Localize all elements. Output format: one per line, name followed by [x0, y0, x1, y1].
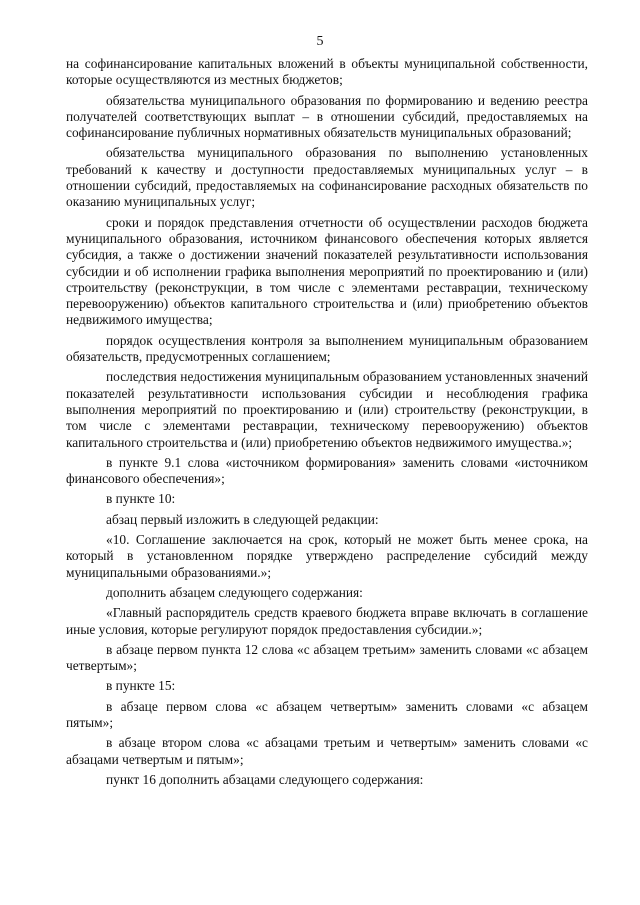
paragraph: последствия недостижения муниципальным образованием установленных значений показателей результативности использования субсидии и несоблюдения графика выполнения мероприятий по проектированию и (или) строительству (реконструкции, в том числе с элементами реставрации, техническому перевооружению) объектов капитального строительства и (или) приобретению объектов недвижимого имущества.»; — [66, 369, 588, 450]
paragraph: в абзаце втором слова «с абзацами третьим и четвертым» заменить словами «с абзацами четвертым и пятым»; — [66, 735, 588, 767]
paragraph: в пункте 15: — [106, 678, 176, 694]
paragraph: в абзаце первом пункта 12 слова «с абзацем третьим» заменить словами «с абзацем четвертым»; — [66, 641, 588, 674]
paragraph: сроки и порядок представления отчетности об осуществлении расходов бюджета муниципального образования, источником финансового обеспечения которых является субсидия, а также о достижении значений показателей результативности использования субсидии и об исполнении графика выполнения мероприятий по проектированию и (или) строительству (реконструкции, в том числе с элементами реставрации, техническому перевооружению) объектов капитального строительства и (или) приобретению объектов недвижимого имущества; — [66, 214, 588, 328]
paragraph: абзац первый изложить в следующей редакции: — [106, 511, 379, 527]
paragraph: обязательства муниципального образования по формированию и ведению реестра получателей соответствующих выплат – в отношении субсидий, предоставляемых на софинансирование публичных нормативных обязательств муниципальных образований; — [66, 92, 588, 141]
paragraph: на софинансирование капитальных вложений в объекты муниципальной собственности, которые осуществляются из местных бюджетов; — [66, 56, 588, 88]
paragraph: в абзаце первом слова «с абзацем четвертым» заменить словами «с абзацем пятым»; — [66, 698, 588, 730]
paragraph: в пункте 9.1 слова «источником формирования» заменить словами «источником финансового обеспечения»; — [66, 454, 588, 487]
paragraph: «Главный распорядитель средств краевого бюджета вправе включать в соглашение иные условия, которые регулируют порядок предоставления субсидии.»; — [66, 605, 588, 637]
paragraph: «10. Соглашение заключается на срок, который не может быть менее срока, на который в установленном порядке утверждено распределение субсидий между муниципальными образованиями.»; — [66, 532, 588, 580]
paragraph: порядок осуществления контроля за выполнением муниципальным образованием обязательств, предусмотренных соглашением; — [66, 332, 588, 365]
paragraph: пункт 16 дополнить абзацами следующего содержания: — [106, 771, 424, 787]
page-number: 5 — [316, 34, 324, 49]
paragraph: дополнить абзацем следующего содержания: — [106, 584, 363, 600]
document-body — [66, 56, 588, 792]
paragraph: в пункте 10: — [106, 491, 176, 507]
paragraph: обязательства муниципального образования по выполнению установленных требований к качеству и доступности предоставляемых муниципальных услуг – в отношении субсидий, предоставляемых на софинансирование расходных обязательств по оказанию муниципальных услуг; — [66, 145, 588, 210]
